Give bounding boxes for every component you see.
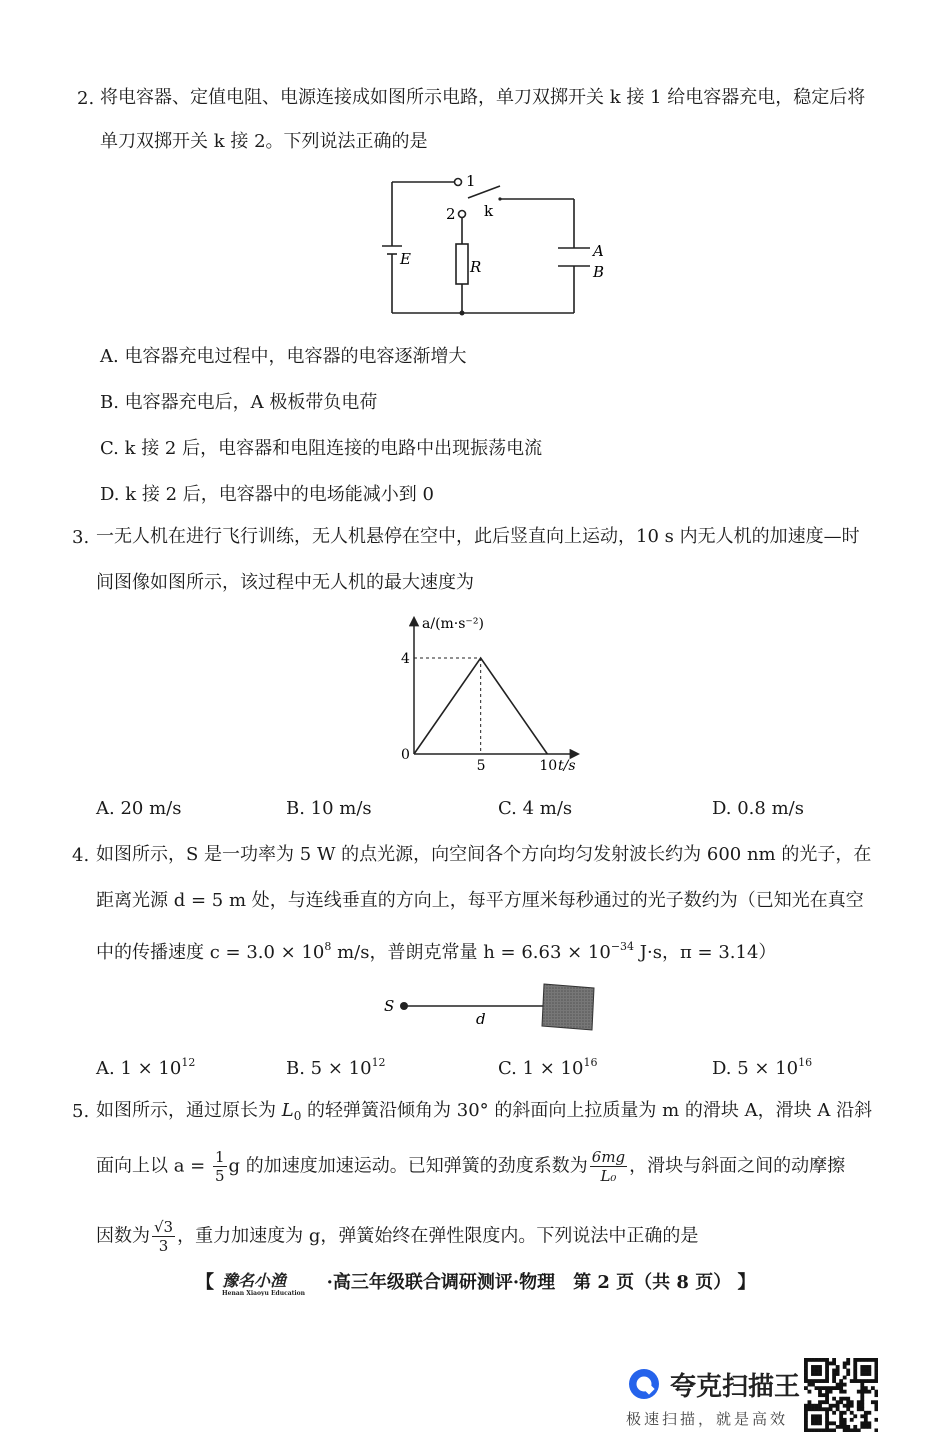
q4-line3-exp1: 8 [324,940,332,953]
q5-frac2-den: L₀ [600,1167,617,1185]
watermark-title: 夸克扫描王 [670,1372,801,1402]
footer-page-info: ·高三年级联合调研测评·物理 第 2 页（共 8 页） [326,1272,732,1293]
q2-option-d: D. k 接 2 后，电容器中的电场能减小到 0 [100,484,434,505]
q3-option-b: B. 10 m/s [286,798,372,819]
footer-bracket-close: 】 [737,1272,756,1293]
q5-fraction-6mg-L0 [590,1148,627,1185]
q5-frac2-num: 6mg [591,1148,626,1166]
q4-text-line3 [96,934,776,966]
q4-screen [542,984,594,1030]
q5-fraction-1-5 [213,1148,227,1185]
q5-fraction-sqrt3-3 [152,1218,175,1255]
q4-option-c-base: C. 1 × 10 [498,1058,584,1079]
q4-option-a-exp: 12 [181,1056,196,1069]
q5-L0: L [281,1100,294,1121]
q2-text-line1: 将电容器、定值电阻、电源连接成如图所示电路，单刀双掷开关 k 接 1 给电容器充电，稳定后将 [100,87,866,108]
q5-line1-b: 的轻弹簧沿倾角为 30° 的斜面向上拉质量为 m 的滑块 A，滑块 A 沿斜 [301,1100,873,1121]
q2-label-A: A [593,242,604,260]
q3-option-d: D. 0.8 m/s [712,798,804,819]
q2-text-line2: 单刀双掷开关 k 接 2。下列说法正确的是 [100,131,428,152]
publisher-logo [220,1270,320,1296]
q2-circuit-diagram [370,168,610,320]
q5-line2-b: g 的加速度加速运动。已知弹簧的劲度系数为 [228,1155,588,1177]
quark-scanner-icon [626,1366,662,1402]
q4-label-S: S [384,997,395,1015]
publisher-logo-text: 豫名小渔 [222,1271,287,1290]
q5-line2-a: 面向上以 a = [96,1155,211,1177]
q5-frac3-num: √3 [154,1218,174,1236]
q5-text-line1 [96,1098,872,1129]
q4-option-d [712,1056,812,1079]
q3-option-c: C. 4 m/s [498,798,573,819]
q5-line1-a: 如图所示，通过原长为 [96,1100,282,1121]
q4-line3-mid: m/s，普朗克常量 h = 6.63 × 10 [331,942,611,963]
q5-line2-c: ，滑块与斜面之间的动摩擦 [629,1155,846,1177]
publisher-logo-sub: Henan Xiaoyu Education [222,1290,306,1296]
qr-code-icon [804,1358,878,1432]
q2-number: 2. [77,88,95,109]
q4-line3-pre: 中的传播速度 c = 3.0 × 10 [96,942,325,963]
q4-light-source-diagram [378,978,600,1036]
q2-label-k: k [484,202,494,220]
q3-x-tick-label: 5 [476,758,486,774]
q4-line3-post: J·s，π = 3.14） [634,942,777,963]
q4-line3-exp2: −34 [610,940,635,953]
q4-number: 4. [72,845,90,866]
q5-line3-a: 因数为 [96,1225,150,1247]
q2-label-B: B [593,263,605,281]
q3-x-tick-label: 10 [539,758,558,774]
q5-frac3-den: 3 [158,1237,169,1255]
q4-option-d-exp: 16 [798,1056,813,1069]
watermark-subtitle: 极速扫描，就是高效 [626,1410,789,1428]
q4-text-line1: 如图所示，S 是一功率为 5 W 的点光源，向空间各个方向均匀发射波长约为 600 nm 的光子，在 [96,844,872,865]
q2-option-a: A. 电容器充电过程中，电容器的电容逐渐增大 [100,346,467,367]
q4-option-a [96,1056,195,1079]
q2-label-1: 1 [466,172,476,190]
q4-option-b-base: B. 5 × 10 [286,1058,372,1079]
q4-option-c [498,1056,597,1079]
q5-line3-b: ，重力加速度为 g，弹簧始终在弹性限度内。下列说法中正确的是 [177,1225,699,1247]
q5-frac1-den: 5 [214,1167,225,1185]
q3-x-axis-label: t/s [558,758,576,774]
q3-option-a: A. 20 m/s [96,798,182,819]
q3-origin-label: 0 [401,747,410,763]
q5-number: 5. [72,1101,90,1122]
q3-number: 3. [72,527,90,548]
q4-option-b [286,1056,386,1079]
q3-y-axis-label: a/(m·s⁻²) [422,616,484,632]
page-footer [196,1268,756,1296]
q4-option-b-exp: 12 [371,1056,386,1069]
q2-label-2: 2 [446,205,456,223]
q2-label-R: R [470,258,482,276]
q3-y-tick-label: 4 [401,651,410,667]
q3-text-line1: 一无人机在进行飞行训练，无人机悬停在空中，此后竖直向上运动，10 s 内无人机的加速度—时 [96,526,860,547]
q5-L0-sub: 0 [293,1109,302,1123]
q5-frac1-num: 1 [214,1148,225,1166]
q4-option-c-exp: 16 [583,1056,598,1069]
q2-option-b: B. 电容器充电后，A 极板带负电荷 [100,392,378,413]
q2-label-E: E [400,250,411,268]
q4-option-d-base: D. 5 × 10 [712,1058,799,1079]
q5-text-line2 [96,1148,845,1185]
footer-bracket-open: 【 [196,1272,214,1293]
q4-option-a-base: A. 1 × 10 [96,1058,182,1079]
q2-option-c: C. k 接 2 后，电容器和电阻连接的电路中出现振荡电流 [100,438,543,459]
q5-text-line3 [96,1218,698,1255]
q3-text-line2: 间图像如图所示，该过程中无人机的最大速度为 [96,572,474,593]
q3-acceleration-time-chart [392,612,592,782]
q4-label-d: d [476,1010,486,1028]
q4-text-line2: 距离光源 d = 5 m 处，与连线垂直的方向上，每平方厘米每秒通过的光子数约为（已知光在真空 [96,890,864,911]
